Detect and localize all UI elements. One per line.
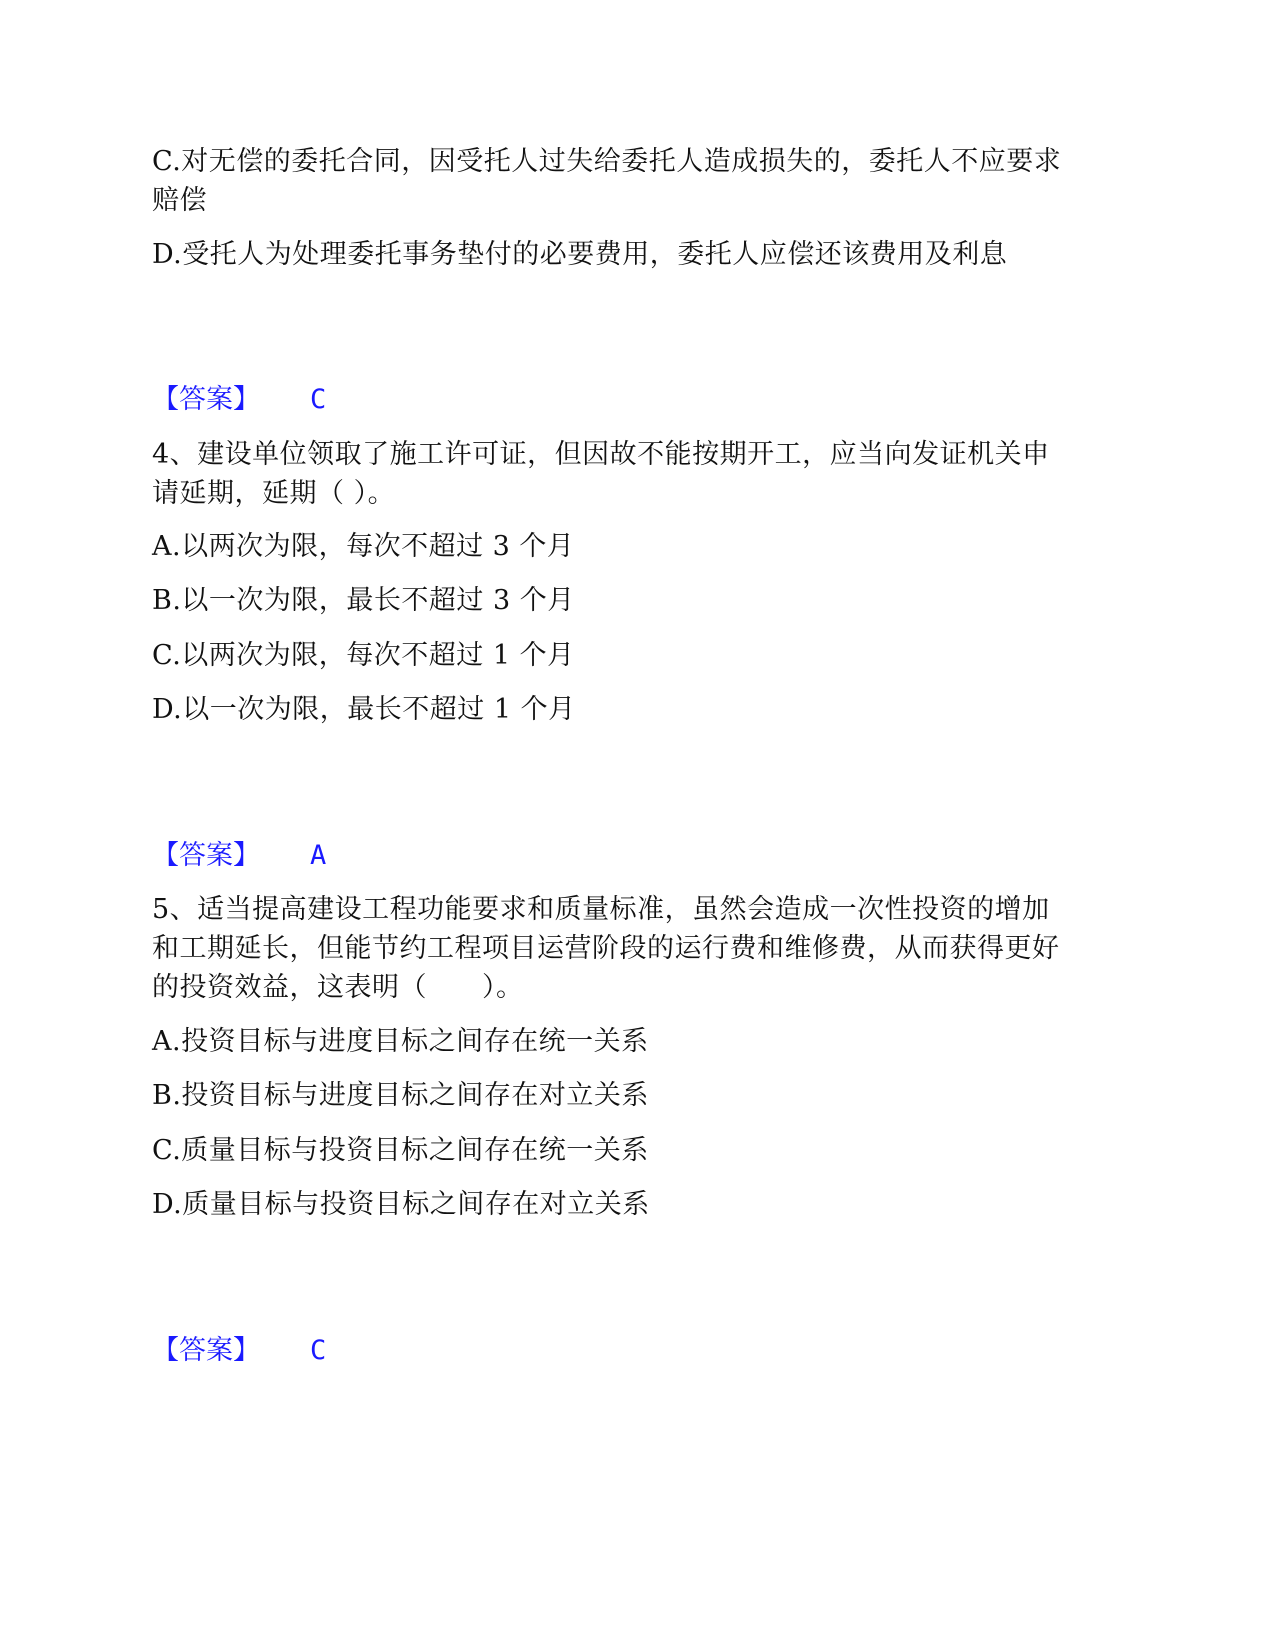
q4-option-a: A.以两次为限，每次不超过 3 个月	[152, 531, 575, 562]
q4-stem-line2: 请延期，延期（ ）。	[152, 478, 396, 509]
q5-option-c: C.质量目标与投资目标之间存在统一关系	[152, 1135, 649, 1166]
q5-option-b: B.投资目标与进度目标之间存在对立关系	[152, 1080, 649, 1111]
answer-label: 【答案】	[152, 384, 260, 415]
q4-stem-line1: 4、建设单位领取了施工许可证，但因故不能按期开工，应当向发证机关申	[152, 439, 1050, 470]
q4-option-b: B.以一次为限，最长不超过 3 个月	[152, 585, 575, 616]
q5-option-d: D.质量目标与投资目标之间存在对立关系	[152, 1189, 650, 1220]
answer-value: A	[310, 840, 327, 871]
q4-option-c: C.以两次为限，每次不超过 1 个月	[152, 640, 575, 671]
answer-label: 【答案】	[152, 1335, 260, 1366]
answer-label: 【答案】	[152, 840, 260, 871]
q5-stem-line2: 和工期延长，但能节约工程项目运营阶段的运行费和维修费，从而获得更好	[152, 933, 1060, 964]
q4-option-d: D.以一次为限，最长不超过 1 个月	[152, 694, 576, 725]
q5-option-a: A.投资目标与进度目标之间存在统一关系	[152, 1026, 649, 1057]
q3-option-d: D.受托人为处理委托事务垫付的必要费用，委托人应偿还该费用及利息	[152, 239, 1008, 270]
q3-option-c-line2: 赔偿	[152, 185, 207, 216]
answer-value: C	[310, 384, 327, 415]
q4-answer	[152, 836, 326, 876]
q5-answer	[152, 1331, 326, 1371]
q5-stem-line3: 的投资效益，这表明（ ）。	[152, 972, 524, 1003]
q3-option-c-line1: C.对无偿的委托合同，因受托人过失给委托人造成损失的，委托人不应要求	[152, 146, 1062, 177]
answer-value: C	[310, 1335, 327, 1366]
q3-answer	[152, 380, 326, 420]
q5-stem-line1: 5、适当提高建设工程功能要求和质量标准，虽然会造成一次性投资的增加	[152, 894, 1050, 925]
